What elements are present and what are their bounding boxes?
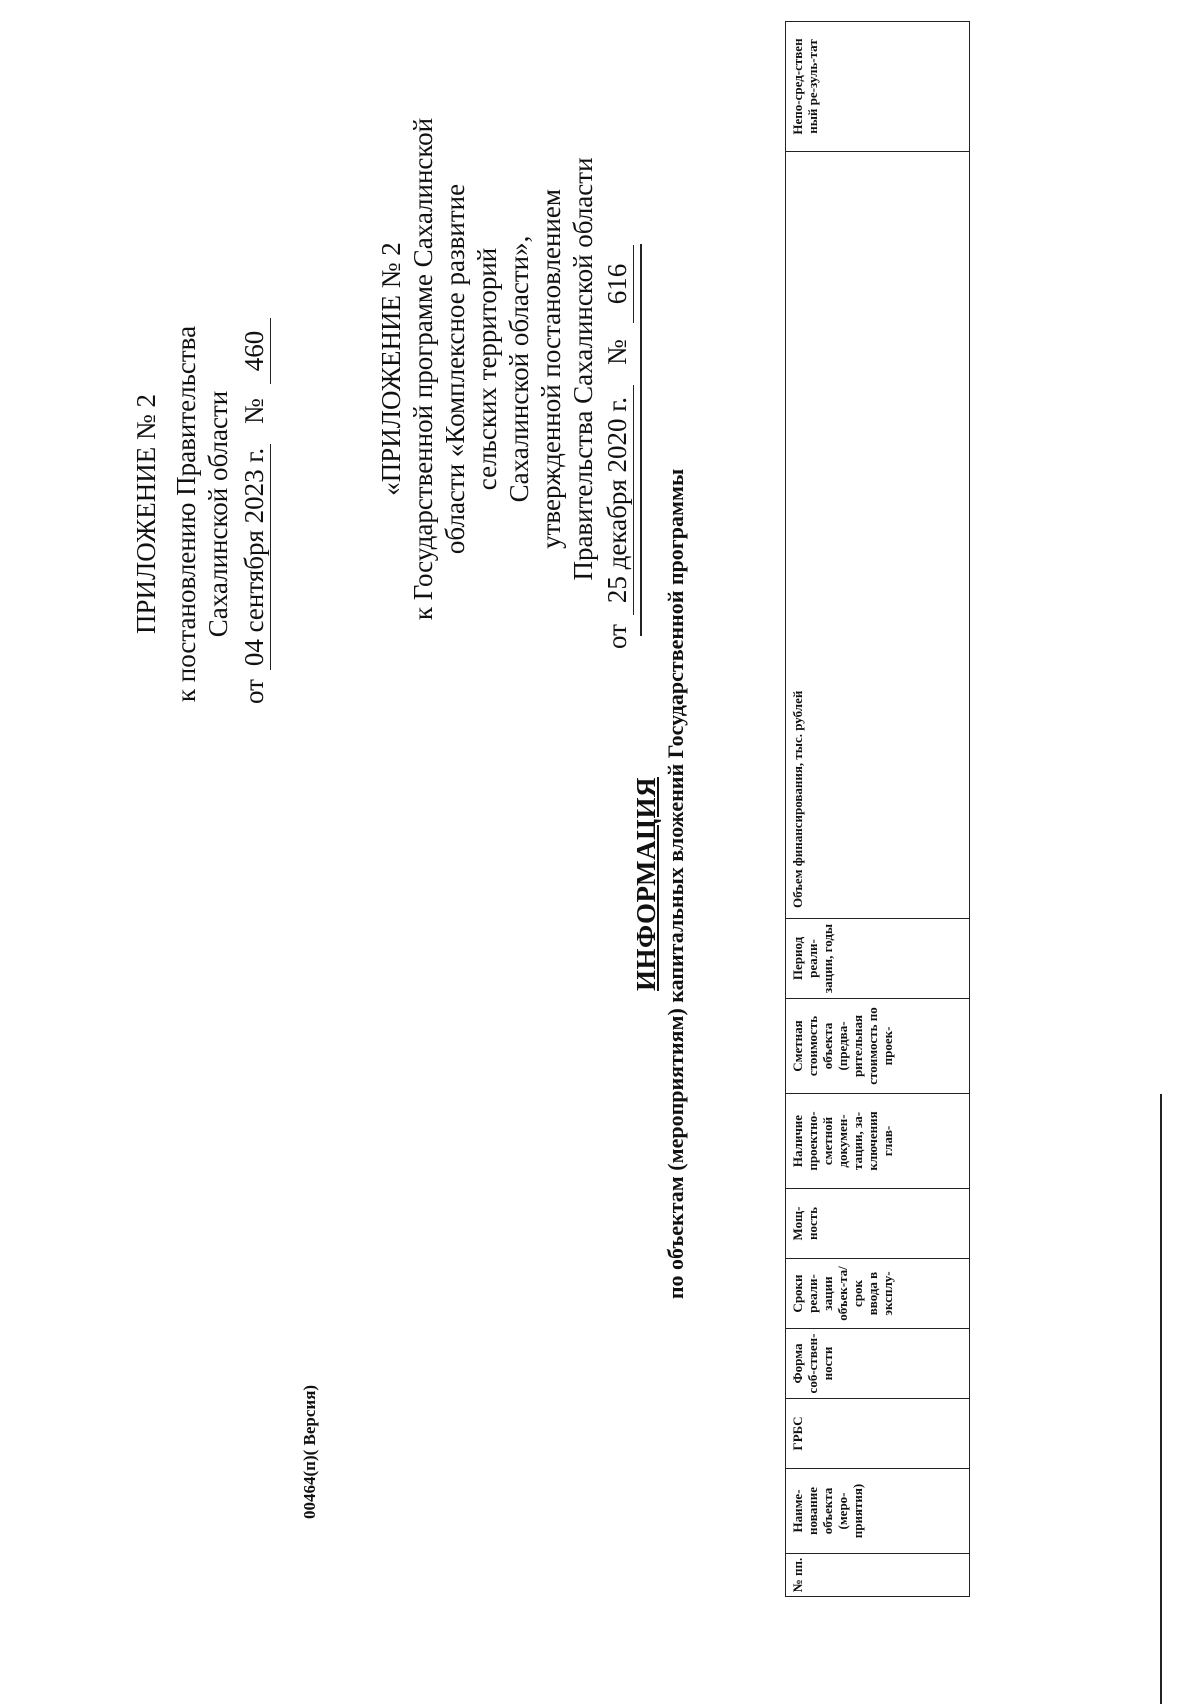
decree-date: 04 сентября 2023 г.: [238, 444, 271, 670]
from-label: от: [602, 624, 632, 649]
number-label: №: [239, 398, 269, 424]
column-header: Мощ-ность: [786, 1189, 970, 1259]
capital-investments-table: [785, 21, 970, 1597]
heading-title: ИНФОРМАЦИЯ: [631, 777, 661, 991]
table-header-row: [786, 22, 970, 1597]
appendix-original-block: [375, 89, 637, 649]
column-header: Форма соб-ствен-ности: [786, 1329, 970, 1399]
column-header: Сметная стоимость объекта (предва-рительная стоимость по проек-: [786, 999, 970, 1094]
appendix-line: к Государственной программе Сахалинской: [408, 117, 438, 621]
appendix-line: «ПРИЛОЖЕНИЕ № 2: [376, 242, 406, 496]
column-header: Сроки реали-зации объек-та/срок ввода в эксплу-: [786, 1259, 970, 1329]
appendix-line: сельских территорий: [472, 247, 502, 491]
appendix-line: области «Комплексное развитие: [440, 183, 470, 555]
appendix-line: Сахалинской области: [203, 390, 233, 638]
column-header: Наиме-нование объекта (меро-приятия): [786, 1469, 970, 1554]
document-heading: [630, 234, 690, 1534]
appendix-line: Правительства Сахалинской области: [568, 157, 598, 581]
column-header: Непо-сред-ствен ный ре-зуль-тат: [786, 22, 970, 152]
appendix-title: ПРИЛОЖЕНИЕ № 2: [131, 393, 161, 635]
appendix-line: Сахалинской области»,: [504, 235, 534, 503]
divider-rule: [1160, 1094, 1162, 1704]
program-date: 25 декабря 2020 г.: [601, 385, 634, 615]
column-header: Период реали-зации, годы: [786, 919, 970, 999]
column-header: ГРБС: [786, 1399, 970, 1469]
appendix-current-block: [130, 324, 274, 704]
number-label: №: [602, 339, 632, 365]
decree-number: 460: [238, 318, 271, 384]
column-header: № пп.: [786, 1554, 970, 1597]
document-code: 00464(п)( Версия): [300, 1384, 319, 1519]
column-header: Наличие проектно-сметной докумен-тации, за-ключения глав-: [786, 1094, 970, 1189]
column-header: Объем финансирования, тыс. рублей: [786, 152, 970, 919]
appendix-line: утвержденной постановлением: [536, 189, 566, 549]
appendix-line: к постановлению Правительства: [171, 325, 201, 703]
heading-subtitle: по объектам (мероприятиям) капитальных вложений Государственной программы: [663, 468, 688, 1300]
program-number: 616: [601, 245, 634, 323]
appendix-date-row: [238, 324, 274, 704]
from-label: от: [239, 679, 269, 704]
